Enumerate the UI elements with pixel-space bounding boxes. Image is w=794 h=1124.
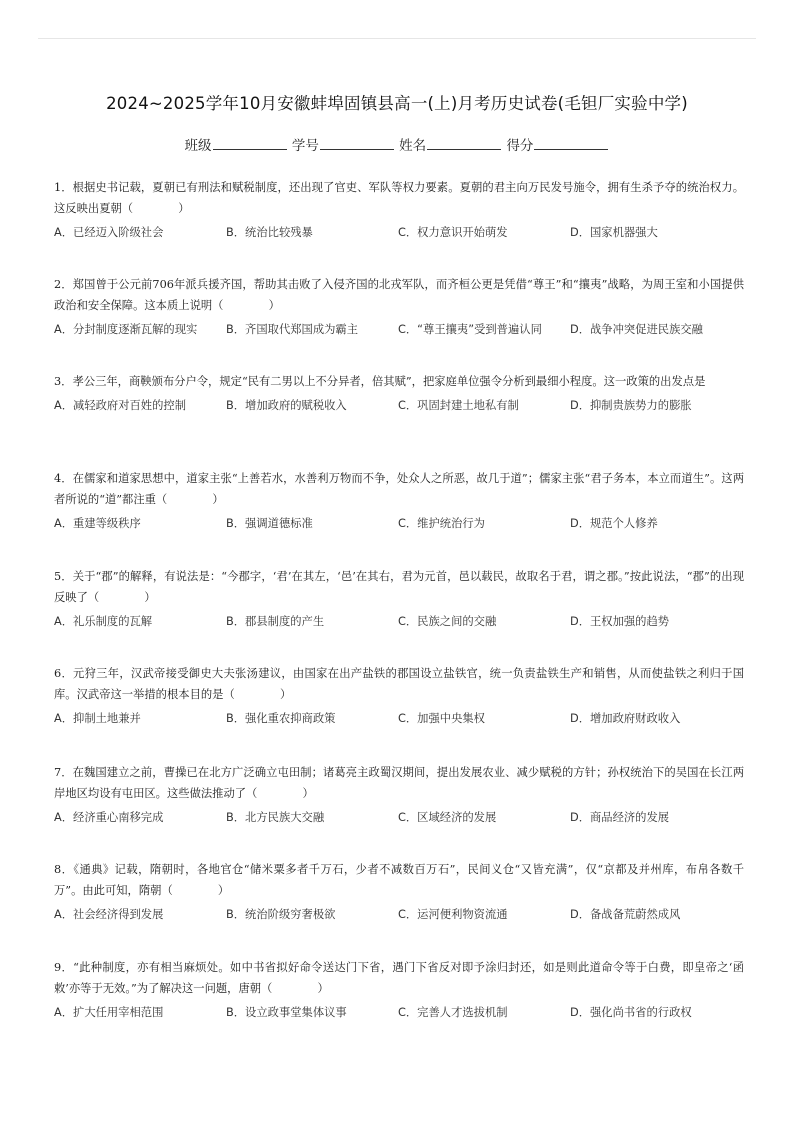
option-a[interactable]: A．重建等级秩序 bbox=[54, 517, 141, 530]
option-c[interactable]: C．“尊王攘夷”受到普遍认同 bbox=[398, 323, 542, 336]
option-c[interactable]: C．民族之间的交融 bbox=[398, 615, 497, 628]
question-3 bbox=[54, 371, 744, 413]
options-row bbox=[54, 515, 744, 531]
option-d[interactable]: D．规范个人修养 bbox=[570, 517, 658, 530]
option-c[interactable]: C．完善人才选拔机制 bbox=[398, 1006, 508, 1019]
options-row bbox=[54, 906, 744, 922]
question-stem: 2．郑国曾于公元前706年派兵援齐国，帮助其击败了入侵齐国的北戎军队，而齐桓公更是凭借“尊王”和“攘夷”战略，为周王室和小国提供政治和安全保障。这本质上说明（ ） bbox=[54, 278, 744, 312]
question-stem: 4．在儒家和道家思想中，道家主张“上善若水，水善利万物而不争，处众人之所恶，故几于道”；儒家主张“君子务本，本立而道生”。这两者所说的“道”都注重（ ） bbox=[54, 472, 744, 506]
page-title: 2024~2025学年10月安徽蚌埠固镇县高一(上)月考历史试卷(毛钽厂实验中学) bbox=[106, 94, 688, 113]
name-blank[interactable] bbox=[427, 139, 501, 150]
option-c[interactable]: C．维护统治行为 bbox=[398, 517, 485, 530]
name-label: 姓名 bbox=[399, 138, 427, 154]
question-1 bbox=[54, 177, 744, 240]
option-c[interactable]: C．区域经济的发展 bbox=[398, 811, 497, 824]
option-d[interactable]: D．战争冲突促进民族交融 bbox=[570, 323, 703, 336]
question-2 bbox=[54, 274, 744, 337]
option-a[interactable]: A．礼乐制度的瓦解 bbox=[54, 615, 153, 628]
header-divider bbox=[38, 38, 756, 39]
option-d[interactable]: D．强化尚书省的行政权 bbox=[570, 1006, 692, 1019]
question-stem: 9．“此种制度，亦有相当麻烦处。如中书省拟好命令送达门下省，遇门下省反对即予涂归封还，如是则此道命令等于白费，即皇帝之‘函敕’亦等于无效。”为了解决这一问题，唐朝（ ） bbox=[54, 961, 744, 995]
options-row bbox=[54, 1004, 744, 1020]
score-label: 得分 bbox=[506, 138, 534, 154]
question-stem: 3．孝公三年，商鞅颁布分户令，规定“民有二男以上不分异者，倍其赋”，把家庭单位强令分析到最细小程度。这一政策的出发点是 bbox=[54, 375, 706, 388]
option-d[interactable]: D．王权加强的趋势 bbox=[570, 615, 670, 628]
option-b[interactable]: B．统治阶级穷奢极欲 bbox=[226, 908, 336, 921]
options-row bbox=[54, 613, 744, 629]
student-id-label: 学号 bbox=[291, 138, 319, 154]
option-d[interactable]: D．备战备荒蔚然成风 bbox=[570, 908, 681, 921]
option-a[interactable]: A．经济重心南移完成 bbox=[54, 811, 164, 824]
options-row bbox=[54, 321, 744, 337]
question-6 bbox=[54, 663, 744, 726]
option-a[interactable]: A．分封制度逐渐瓦解的现实 bbox=[54, 323, 198, 336]
option-c[interactable]: C．加强中央集权 bbox=[398, 712, 485, 725]
option-b[interactable]: B．强调道德标准 bbox=[226, 517, 313, 530]
options-row bbox=[54, 710, 744, 726]
option-d[interactable]: D．国家机器强大 bbox=[570, 226, 658, 239]
question-4 bbox=[54, 468, 744, 531]
question-stem: 8．《通典》记载，隋朝时，各地官仓“储米粟多者千万石，少者不减数百万石”，民间义仓“又皆充满”，仅“京都及并州库，布帛各数千万”。由此可知，隋朝（ ） bbox=[54, 863, 744, 897]
option-a[interactable]: A．社会经济得到发展 bbox=[54, 908, 164, 921]
class-label: 班级 bbox=[184, 138, 212, 154]
option-b[interactable]: B．郡县制度的产生 bbox=[226, 615, 325, 628]
score-blank[interactable] bbox=[534, 139, 608, 150]
option-b[interactable]: B．北方民族大交融 bbox=[226, 811, 325, 824]
option-a[interactable]: A．扩大任用宰相范围 bbox=[54, 1006, 164, 1019]
option-d[interactable]: D．增加政府财政收入 bbox=[570, 712, 681, 725]
options-row bbox=[54, 397, 744, 413]
options-row bbox=[54, 809, 744, 825]
option-b[interactable]: B．设立政事堂集体议事 bbox=[226, 1006, 347, 1019]
student-info-line bbox=[0, 134, 794, 154]
question-5 bbox=[54, 566, 744, 629]
question-8 bbox=[54, 859, 744, 922]
question-stem: 7．在魏国建立之前，曹操已在北方广泛确立屯田制；诸葛亮主政蜀汉期间，提出发展农业、减少赋税的方针；孙权统治下的吴国在长江两岸地区均设有屯田区。这些做法推动了（ ） bbox=[54, 766, 744, 800]
option-d[interactable]: D．抑制贵族势力的膨胀 bbox=[570, 399, 692, 412]
option-b[interactable]: B．统治比较残暴 bbox=[226, 226, 313, 239]
question-7 bbox=[54, 762, 744, 825]
option-c[interactable]: C．权力意识开始萌发 bbox=[398, 226, 508, 239]
option-c[interactable]: C．巩固封建土地私有制 bbox=[398, 399, 519, 412]
option-a[interactable]: A．抑制土地兼并 bbox=[54, 712, 141, 725]
options-row bbox=[54, 224, 744, 240]
option-b[interactable]: B．齐国取代郑国成为霸主 bbox=[226, 323, 359, 336]
option-b[interactable]: B．强化重农抑商政策 bbox=[226, 712, 336, 725]
class-blank[interactable] bbox=[213, 139, 287, 150]
option-c[interactable]: C．运河便利物资流通 bbox=[398, 908, 508, 921]
option-a[interactable]: A．已经迈入阶级社会 bbox=[54, 226, 164, 239]
question-9 bbox=[54, 957, 744, 1020]
question-stem: 5．关于“郡”的解释，有说法是：“今郡字，‘君’在其左，‘邑’在其右，君为元首，邑以载民，故取名于君，谓之郡。”按此说法，“郡”的出现反映了（ ） bbox=[54, 570, 744, 604]
option-a[interactable]: A．减轻政府对百姓的控制 bbox=[54, 399, 186, 412]
question-stem: 1．根据史书记载，夏朝已有刑法和赋税制度，还出现了官吏、军队等权力要素。夏朝的君主向万民发号施令，拥有生杀予夺的统治权力。这反映出夏朝（ ） bbox=[54, 181, 744, 215]
option-b[interactable]: B．增加政府的赋税收入 bbox=[226, 399, 347, 412]
question-stem: 6．元狩三年，汉武帝接受御史大夫张汤建议，由国家在出产盐铁的郡国设立盐铁官，统一负责盐铁生产和销售，从而使盐铁之利归于国库。汉武帝这一举措的根本目的是（ ） bbox=[54, 667, 744, 701]
option-d[interactable]: D．商品经济的发展 bbox=[570, 811, 670, 824]
student-id-blank[interactable] bbox=[320, 139, 394, 150]
